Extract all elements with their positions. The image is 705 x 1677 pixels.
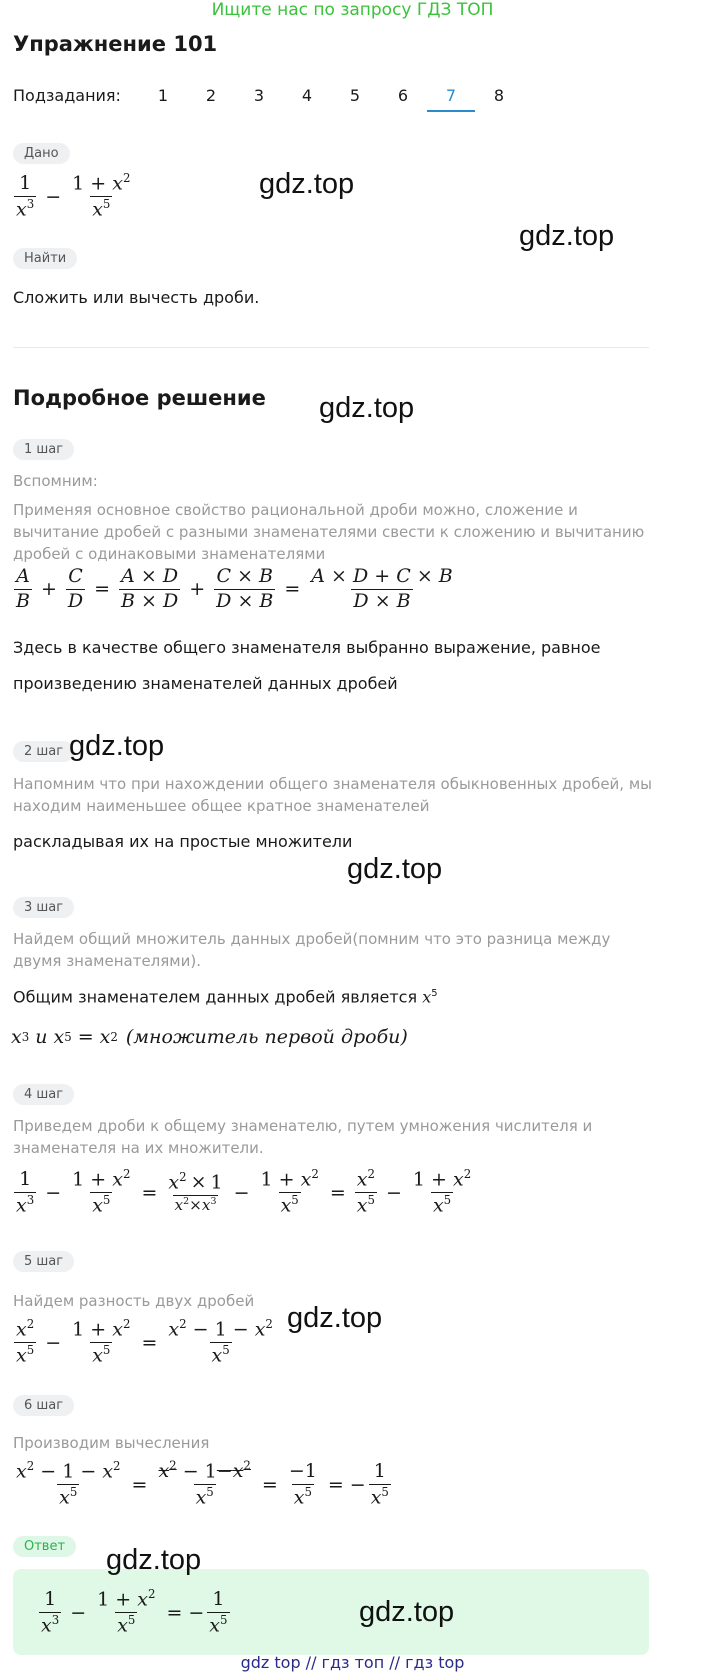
step-3-text: Найдем общий множитель данных дробей(помним что это разница между двумя знаменателями). (13, 930, 611, 970)
find-badge: Найти (13, 248, 77, 269)
step-3-badge: 3 шаг (13, 897, 74, 918)
step-4-badge: 4 шаг (13, 1084, 74, 1105)
step-5-badge: 5 шаг (13, 1251, 74, 1272)
subtasks-nav (13, 84, 523, 116)
watermark: gdz.top (519, 220, 615, 252)
subtask-tab-7[interactable]: 7 (427, 84, 475, 112)
answer-badge: Ответ (13, 1536, 76, 1557)
step-6-badge: 6 шаг (13, 1395, 74, 1416)
promo-banner: Ищите нас по запросу ГДЗ ТОП (211, 0, 494, 20)
step-2-text: Напомним что при нахождении общего знаменателя обыкновенных дробей, мы находим наименьшее общее кратное знаменателей (13, 775, 652, 815)
step-5-text: Найдем разность двух дробей (13, 1292, 255, 1310)
step-4-formula: $\frac{1}{x^3}$ − $\frac{1 + x^2}{x^5}$ = $\frac{x^2 \times 1}{x^2\times x^3}$ − $\frac{1 + x^2}{x^5}$ = $\frac{x^2}{x^5}$ − $\frac{1 + x^2}{x^5}$ (16, 1167, 472, 1217)
watermark: gdz.top (347, 853, 443, 885)
step-3-formula: x 3 и x 5 = x 2 (множитель первой дроби) (11, 1026, 408, 1048)
footer-links[interactable]: gdz top // гдз топ // гдз top (240, 1653, 465, 1672)
subtask-tab-1[interactable]: 1 (157, 86, 169, 105)
answer-badge-wrap (13, 1535, 76, 1557)
step-5-formula: $\frac{x^2}{x^5}$ − $\frac{1 + x^2}{x^5}$ = $\frac{x^2 - 1 - x^2}{x^5}$ (16, 1317, 273, 1367)
subtask-tab-3[interactable]: 3 (253, 86, 265, 105)
given-expression: $\frac{1}{x^3}$ − $\frac{1 + x^2}{x^5}$ (16, 171, 131, 221)
step-3-badge-wrap (13, 896, 74, 918)
step-2-dark: раскладывая их на простые множители (13, 832, 353, 851)
find-badge-wrap (13, 247, 77, 269)
watermark: gdz.top (319, 392, 415, 424)
step-2-badge-wrap (13, 740, 74, 762)
step-1-recall: Вспомним: (13, 472, 98, 490)
step-1-badge: 1 шаг (13, 439, 74, 460)
step-6-badge-wrap (13, 1394, 74, 1416)
given-badge-wrap (13, 142, 70, 164)
subtask-tab-5[interactable]: 5 (349, 86, 361, 105)
find-text: Сложить или вычесть дроби. (13, 288, 260, 307)
subtask-tab-4[interactable]: 4 (301, 86, 313, 105)
watermark: gdz.top (287, 1302, 383, 1334)
page-title: Упражнение 101 (13, 32, 218, 56)
step-1-dark-2: произведению знаменателей данных дробей (13, 674, 398, 693)
watermark: gdz.top (69, 730, 165, 762)
divider (13, 347, 649, 348)
step-1-formula: $\frac{A}{B}$ + $\frac{C}{D}$ = $\frac{A \times D}{B \times D}$ + $\frac{C \times B}{D \times B}$ = $\frac{A \times D + C \times B}{D \times B}$ (16, 565, 453, 612)
watermark: gdz.top (359, 1596, 455, 1628)
step-1-badge-wrap (13, 438, 74, 460)
step-2-badge: 2 шаг (13, 741, 74, 762)
step-5-badge-wrap (13, 1250, 74, 1272)
step-6-formula: $\frac{x^2 - 1 - x^2}{x^5}$ = $\frac{x^2 - 1-x^2}{x^5}$ = $\frac{-1}{x^5}$ = − $\frac{1}{x^5}$ (16, 1459, 389, 1509)
subtask-tab-8[interactable]: 8 (493, 86, 505, 105)
step-1-dark-1: Здесь в качестве общего знаменателя выбранно выражение, равное (13, 638, 601, 657)
step-3-dark: Общим знаменателем данных дробей является $x^5$ (13, 987, 438, 1007)
step-4-badge-wrap (13, 1083, 74, 1105)
step-6-text: Производим вычесления (13, 1434, 210, 1452)
subtasks-label: Подзадания: (13, 86, 121, 105)
given-badge: Дано (13, 143, 70, 164)
subtask-tab-6[interactable]: 6 (397, 86, 409, 105)
solution-title: Подробное решение (13, 386, 266, 410)
answer-formula: $\frac{1}{x^3}$ − $\frac{1 + x^2}{x^5}$ = − $\frac{1}{x^5}$ (41, 1587, 228, 1637)
watermark: gdz.top (106, 1544, 202, 1576)
watermark: gdz.top (259, 168, 355, 200)
subtask-tab-2[interactable]: 2 (205, 86, 217, 105)
step-1-text: Применяя основное свойство рациональной дроби можно, сложение и вычитание дробей с разными знаменателями свести к сложению и вычитанию дробей с одинаковыми знаменателями (13, 501, 645, 563)
step-4-text: Приведем дроби к общему знаменателю, путем умножения числителя и знаменателя на их множители. (13, 1117, 593, 1157)
